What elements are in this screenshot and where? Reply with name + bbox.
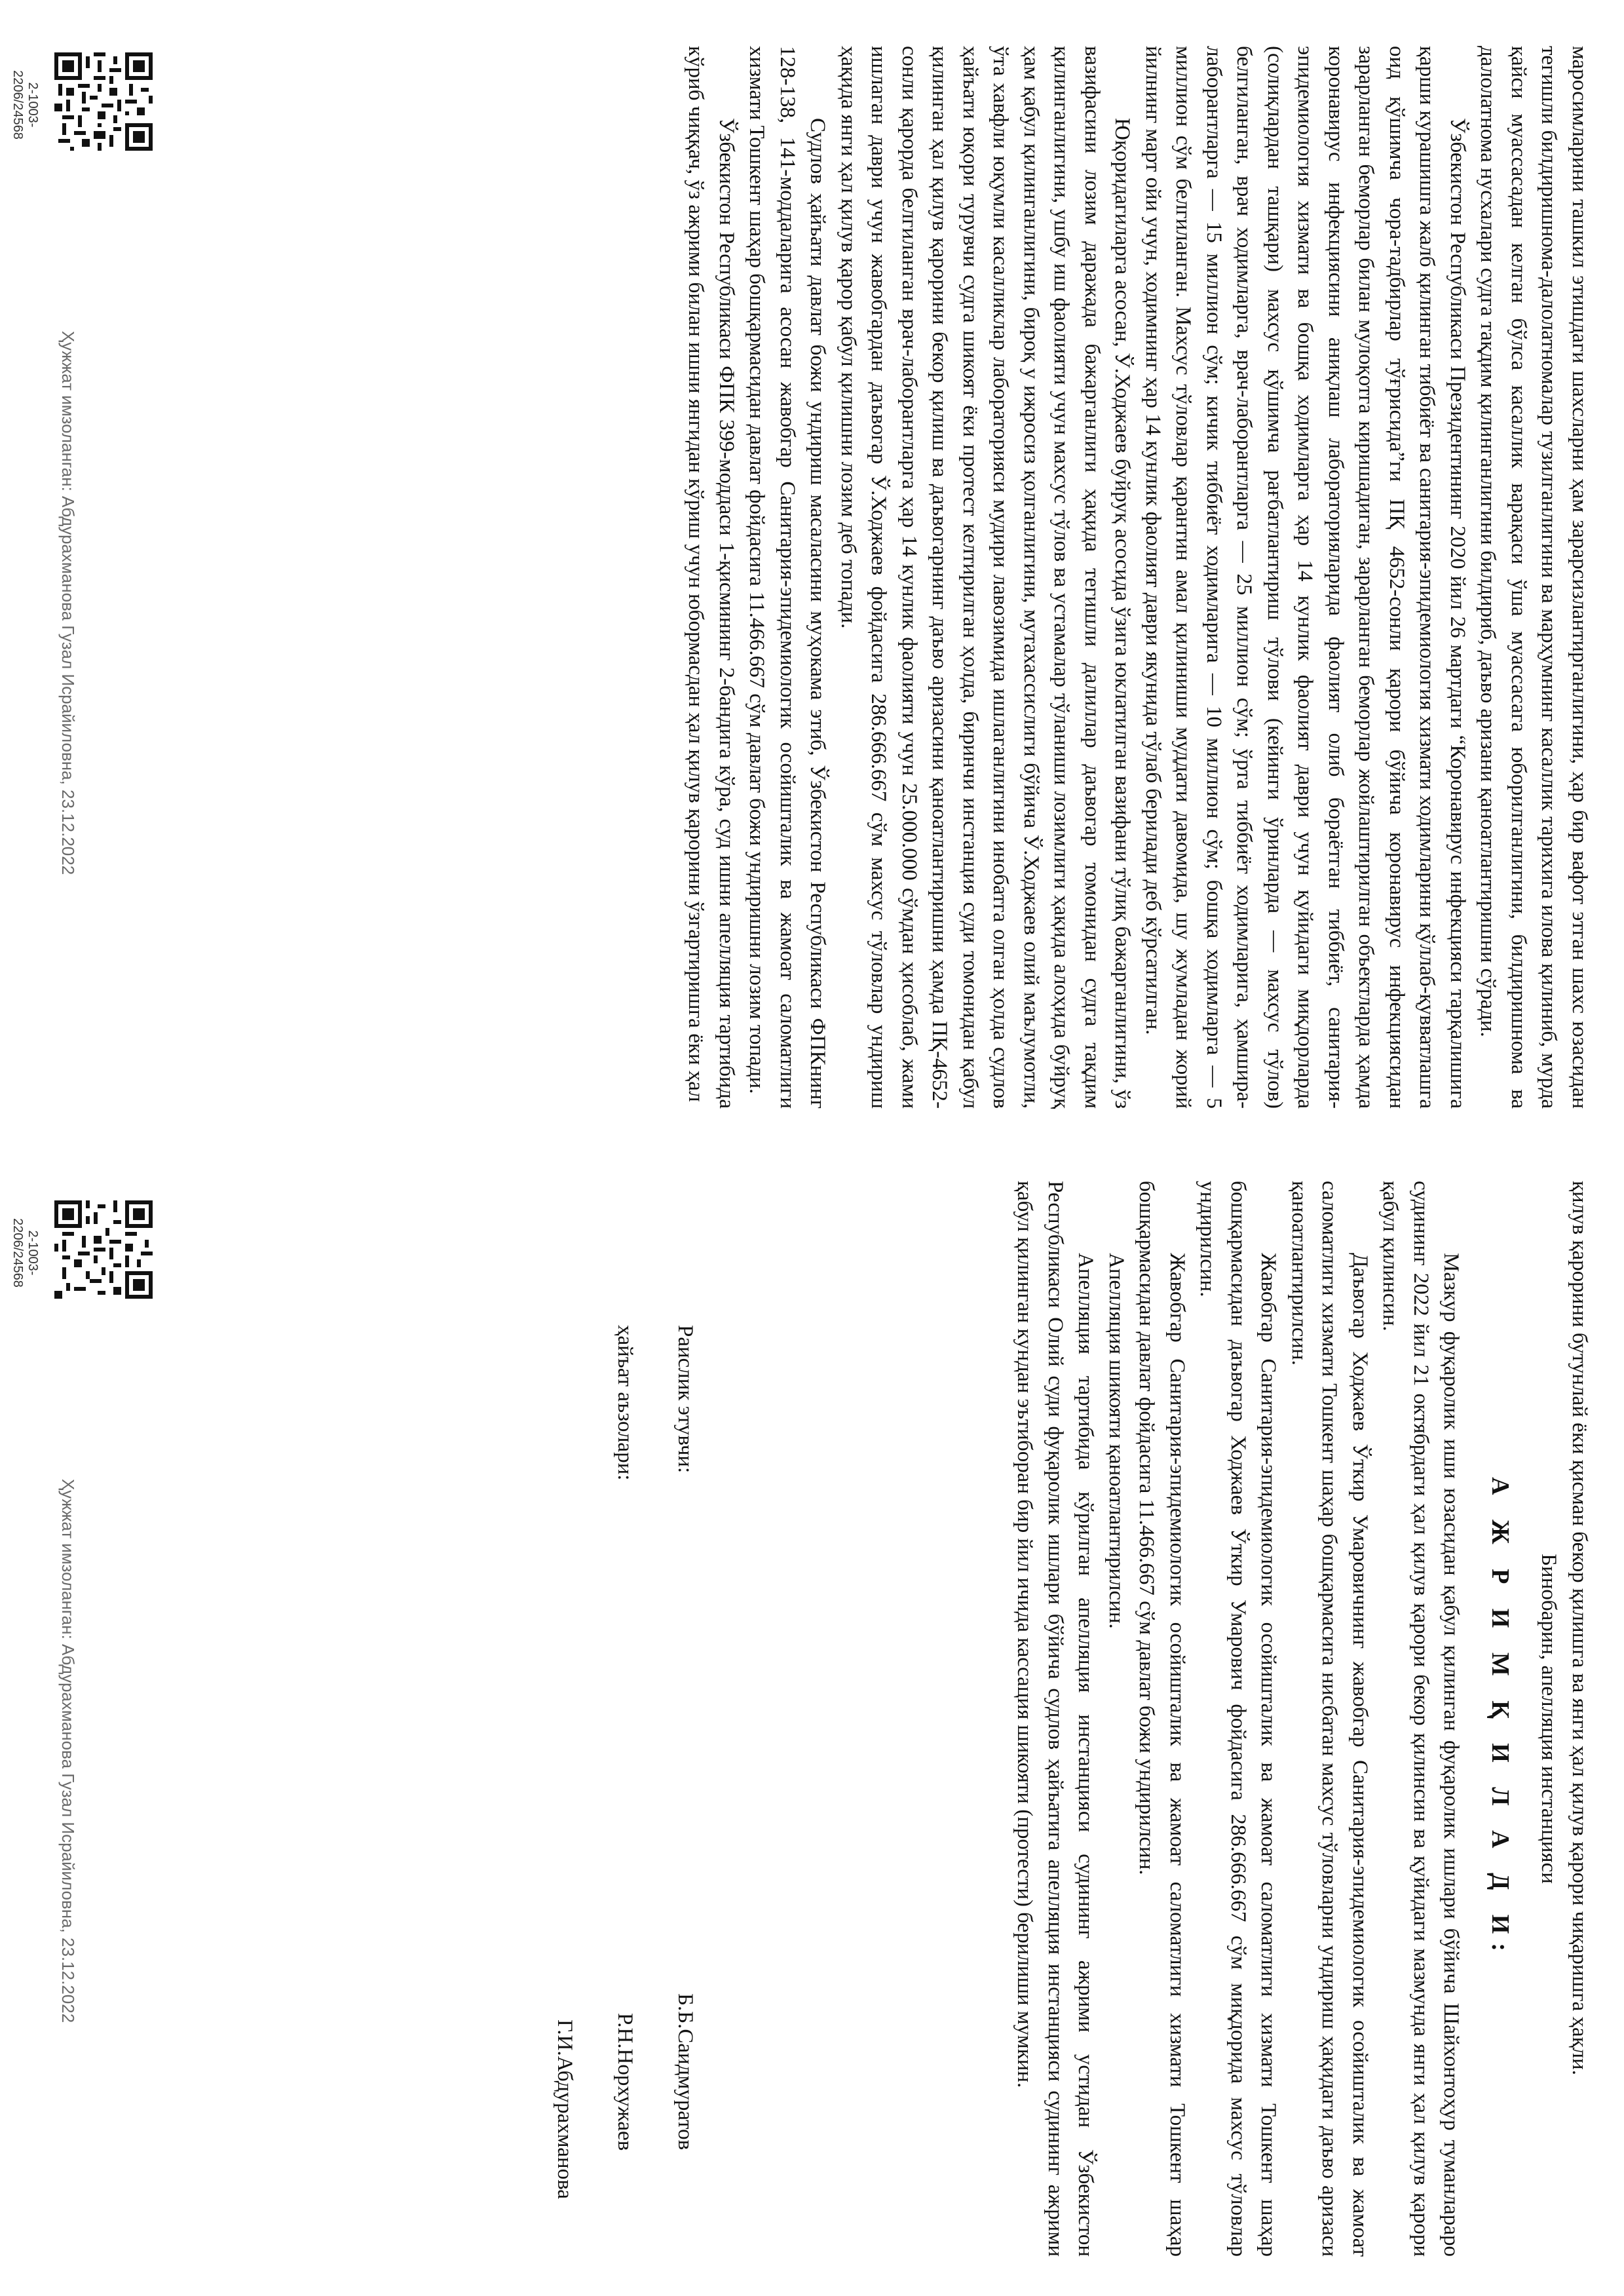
paragraph: Даъвогар Ходжаев Ўткир Умаровичнинг жавобгар Санитария-эпидемиологик осойишталик ва жамоат саломатлиги хизмати Тошкент шаҳар бошқармасига нисбатан махсус тўловларни ундириш ҳақидаги даъво аризаси қаноатлантирилсин. [1287, 1181, 1372, 2257]
paragraph: Бинобарин, апелляция инстанцияси [1537, 1554, 1561, 1884]
qr-code-icon [54, 52, 153, 151]
signature-stamp-text: Ҳужжат имзоланган: Абдурахманова Гузал Исрайиловна, 23.12.2022 [58, 1478, 78, 2023]
signature-name: Г.И.Абдурахманова [553, 2019, 576, 2200]
signature-name: Р.Н.Норхужаев [613, 2013, 637, 2151]
left-page-body [681, 46, 1595, 1109]
paragraph: Апелляция тартибида кўрилган апелляция инстанцияси судининг ажрими устидан Ўзбекистон Республикаси Олий суди фуқаролик ишлари бўйича судлов ҳайъатига апелляция инстанцияси судининг ажрими қабул қилинган кундан эътиборан бир йил ичида кассация шикояти (протести) берилиши мумкин. [1013, 1181, 1098, 2257]
signature-name: Б.Б.Саидмуратов [673, 1993, 697, 2151]
qr-code-icon [54, 1200, 153, 1299]
signature-stamp-text: Ҳужжат имзоланган: Абдурахманова Гузал Исрайиловна, 23.12.2022 [58, 330, 78, 875]
ruling-heading: А Ж Р И М Қ И Л А Д И: [1486, 1477, 1514, 1961]
registration-number: 2-1003-2206/24568 [10, 1218, 40, 1288]
signature-row [640, 1246, 700, 2237]
paragraph: Жавобгар Санитария-эпидемиологик осойишталик ва жамоат саломатлиги хизмати Тошкент шаҳар бошқармасидан даъвогар Ходжаев Ўткир Умарович фойдасига 286.666.667 сўм миқдорида махсус тўловлар ундирилсин. [1196, 1181, 1281, 2257]
signature-role: Раислик этувчи: [673, 1325, 697, 1474]
paragraph: қилув қарорини бутунлай ёки қисман бекор қилишга ва янги ҳал қилув қарори чиқаришга ҳақли. [1568, 1181, 1591, 2076]
registration-number: 2-1003-2206/24568 [10, 70, 40, 140]
paragraph: Жавобгар Санитария-эпидемиологик осойишталик ва жамоат саломатлиги хизмати Тошкент шаҳар бошқармасидан давлат фойдасига 11.466.667 сўм давлат божи ундирилсин. [1135, 1181, 1189, 2257]
paragraph: Ўзбекистон Республикаси ФПК 399-моддаси 1-қисмининг 2-бандига кўра, суд ишни апелляция тартибида кўриб чиққач, ўз ажрими билан ишни янгидан кўриш учун юбормасдан ҳал қилув қарорини ўзгартиришга ёки ҳал [684, 46, 738, 1109]
paragraph: Судлов ҳайъати давлат божи ундириш масаласини муҳокама этиб, Ўзбекистон Республикаси ФПКнинг 128-138, 141-моддаларига асосан жавобгар Санитария-эпидемиологик осойишталик ва жамоат саломатлиги хизмати Тошкент шаҳар бошқармасидан давлат фойдасига 11.466.667 сўм давлат божи ундиришни лозим топади. [745, 46, 830, 1109]
right-page-body [1010, 1181, 1595, 2257]
signature-role: ҳайъат аъзолари: [613, 1325, 637, 1481]
signature-block [519, 1246, 700, 2237]
paragraph: Мазкур фуқаролик иши юзасидан қабул қилинган фуқаролик ишлари бўйича Шайхонтоҳур туманлараро судининг 2022 йил 21 октябрдаги ҳал қилув қарори бекор қилинсин ва қуйидаги мазмунда янги ҳал қилув қарори қабул қилинсин. [1378, 1181, 1463, 2257]
paragraph: Ўзбекистон Республикаси Президентининг 2020 йил 26 мартдаги “Коронавирус инфекцияси тарқалишига қарши курашишга жалб қилинган тиббиёт ва санитария-эпидемиология хизмати ходимларини қўллаб-қувватлашга оид қўшимча чора-тадбирлар тўғрисида”ги ПҚ 4652-сонли қарори бўйича коронавирус инфекциясидан зарарланган беморлар билан мулоқотга киришадиган, зарарланган беморлар жойлаштирилган объектларда ҳамда коронавирус инфекциясини аниқлаш лабораторияларида фаолият олиб бораётган тиббиёт, санитария-эпидемиология хизмати ва бошқа ходимларга ҳар 14 кунлик фаолият даври учун қуйидаги миқдорларда (солиқлардан ташқари) махсус қўшимча рағбатлантириш тўлови (кейинги ўринларда — махсус тўлов) белгиланган, врач ходимларга, врач-лаборантларга — 25 миллион сўм; ўрта тиббиёт ходимларига, ҳамшира-лаборантларга — 15 миллион сўм; кичик тиббиёт ходимларига — 10 миллион сўм; бошқа ходимларга — 5 миллион сўм белгиланган. Махсус тўловлар қарантин амал қилиниши муддати давомида, шу жумладан жорий йилнинг март ойи учун, ходимнинг ҳар 14 кунлик фаолият даври якунида тўлаб берилади деб кўрсатилган. [1141, 46, 1469, 1109]
signature-row [580, 1246, 640, 2237]
paragraph: Апелляция шикояти қаноатлантирилсин. [1105, 1253, 1128, 1629]
document-page-right [0, 1148, 1624, 2296]
signature-row [519, 1246, 580, 2237]
paragraph: Юқоридагиларга асосан, Ў.Ходжаев буйруқ асосида ўзига юклатилган вазифани тўлиқ бажарганлигини, ўз вазифасини лозим даражада бажарганлиги ҳақида тегишли далиллар даъвогар томонидан судга тақдим қилинганлигини, ушбу иш фаолияти учун махсус тўлов ва устамалар тўланиши лозимлиги ҳақида алоҳида буйруқ ҳам қабул қилинганлигини, бироқ у ижросиз қолганлигини, мутахассислиги бўйича Ў.Ходжаев олий маълумотли, ўта хавфли юқумли касалликлар лабораторияси мудири лавозимида ишлаганлигини инобатга олган ҳолда судлов ҳайъати юқори турувчи судга шикоят ёки протест келтирилган ҳолда, биринчи инстанция суди томонидан қабул қилинган ҳал қилув қарорини бекор қилиш ва даъвогарнинг даъво аризасини қаноатлантиришни ҳамда ПҚ-4652-сонли қарорда белгиланган врач-лаборантларга ҳар 14 кунлик фаолияти учун 25.000.000 сўмдан ҳисоблаб, жами ишлаган даври учун жавобгардан даъвогар Ў.Ходжаев фойдасига 286.666.667 сўм махсус тўловлар ундириш ҳақида янги ҳал қилув қарор қабул қилишни лозим деб топади. [837, 46, 1135, 1109]
paragraph: маросимларини ташкил этишдаги шахсларни ҳам зарарсизлантирганлигини, ҳар бир вафот этган шахс юзасидан тегишли билдиришнома-далолатномалар тузилганлигини ва марҳумнинг касаллик тарихига илова қилиниб, мурда қайси муассасадан келган бўлса касаллик варақаси ўша муассасага юборилганлигини, билдиришнома ва далолатнома нусхалари судга тақдим қилинганлигини билдириб, даъво аризани қаноатлантиришни сўради. [1476, 46, 1591, 1109]
